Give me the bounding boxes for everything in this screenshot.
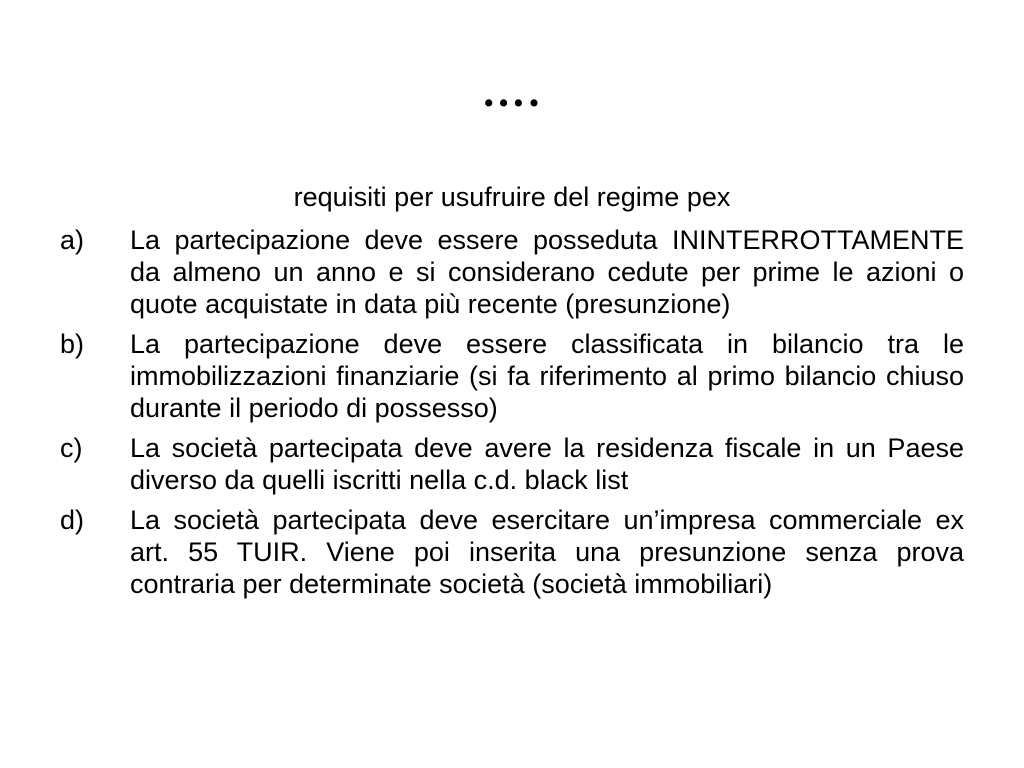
- list-item: [60, 504, 964, 600]
- list-item-text: La società partecipata deve esercitare un’impresa commerciale ex art. 55 TUIR. Viene poi inserita una presunzione senza prova contraria per determinate società (società immobiliari): [130, 505, 964, 599]
- list-item-text: La partecipazione deve essere posseduta ININTERROTTAMENTE da almeno un anno e si considerano cedute per prime le azioni o quote acquistate in data più recente (presunzione): [130, 225, 964, 319]
- slide-subtitle: requisiti per usufruire del regime pex: [293, 182, 731, 212]
- list-item-text: La partecipazione deve essere classificata in bilancio tra le immobilizzazioni finanziarie (si fa riferimento al primo bilancio chiuso durante il periodo di possesso): [130, 329, 964, 423]
- list-marker: b): [60, 329, 85, 359]
- requirements-list: [60, 224, 964, 608]
- list-item: [60, 432, 964, 496]
- slide-title: ….: [481, 67, 543, 116]
- list-item: [60, 224, 964, 320]
- list-marker: d): [60, 505, 85, 535]
- list-item: [60, 328, 964, 424]
- list-item-text: La società partecipata deve avere la residenza fiscale in un Paese diverso da quelli iscritti nella c.d. black list: [130, 433, 964, 495]
- list-marker: a): [60, 225, 85, 255]
- list-marker: c): [60, 433, 83, 463]
